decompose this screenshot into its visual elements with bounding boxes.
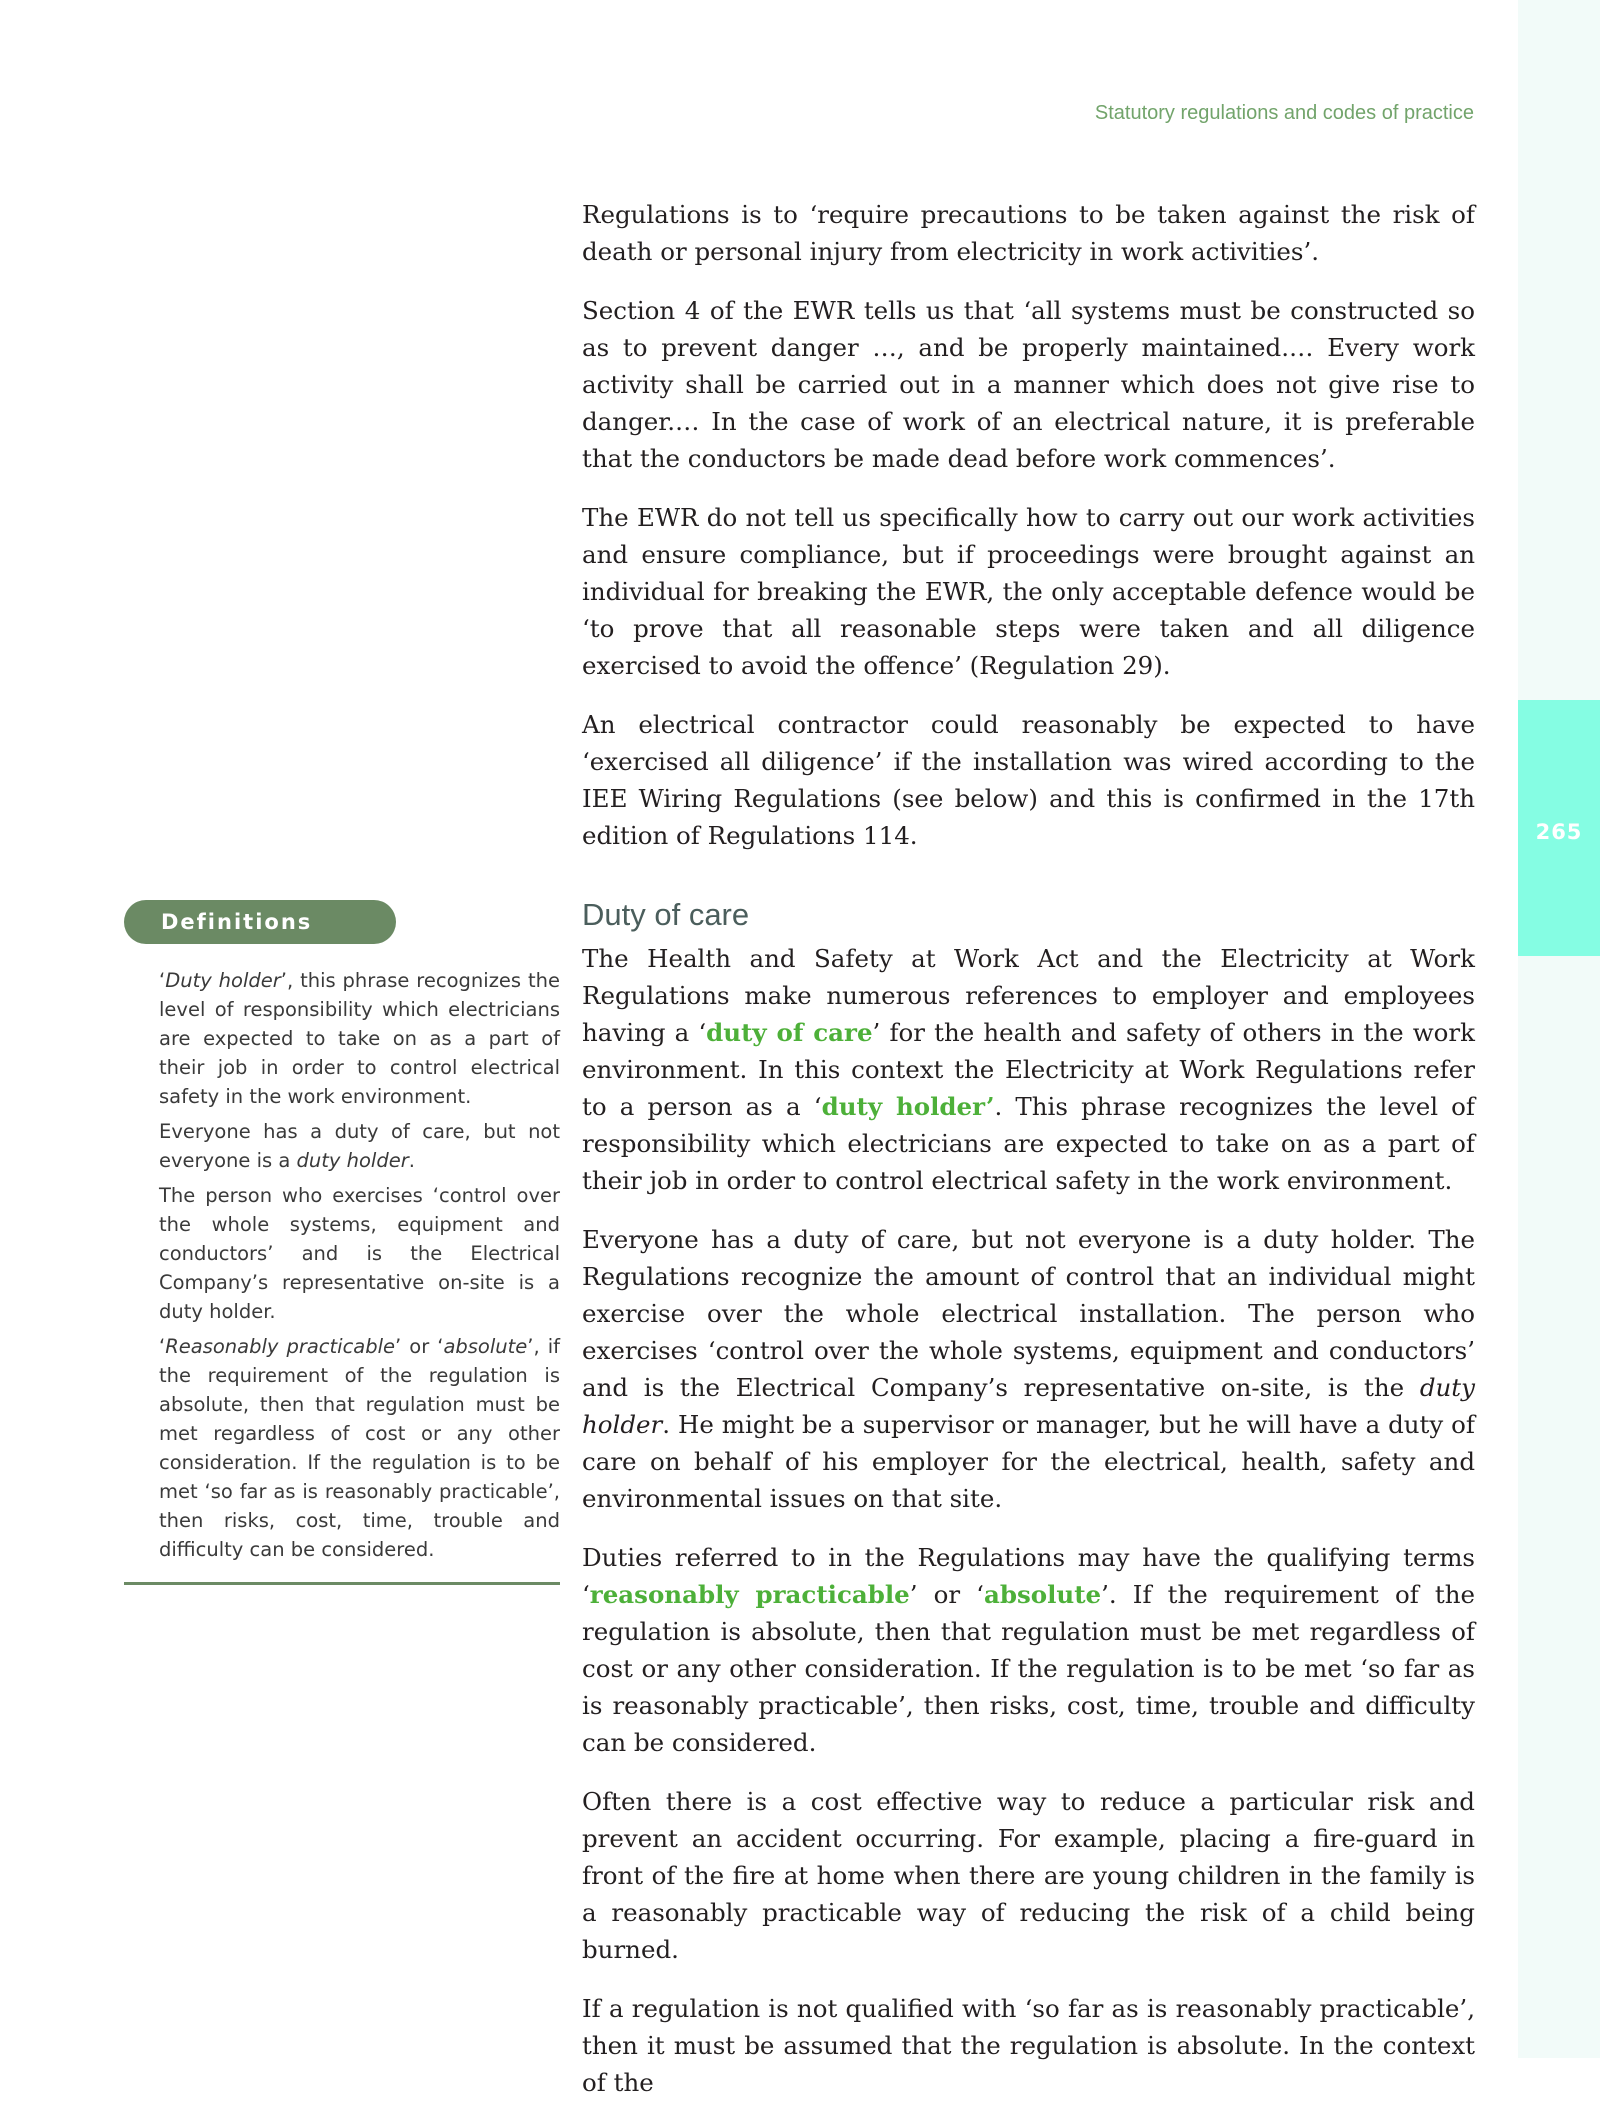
- text: Duties referred to in the Regulations may have the qualifying terms ‘: [582, 1543, 1475, 1609]
- section-heading-duty-of-care: Duty of care: [582, 897, 750, 932]
- key-term-reasonably-practicable: reasonably practicable: [589, 1580, 910, 1609]
- definitions-sidebar: [124, 900, 560, 1585]
- definitions-body: [124, 944, 560, 1564]
- text: ’ or ‘: [395, 1335, 444, 1358]
- definition-control-person: The person who exercises ‘control over the whole systems, equipment and conductors’ and is the Electrical Company’s representative on-site is a duty holder.: [159, 1184, 560, 1323]
- text: ’, this phrase recognizes the level of responsibility which electricians are expected to take on as a part of their job in order to control electrical safety in the work environment.: [159, 969, 560, 1108]
- paragraph-7: [582, 1539, 1475, 1761]
- defined-term: duty holder: [296, 1149, 409, 1172]
- page-edge-strip: [1518, 0, 1600, 2058]
- definitions-title: Definitions: [124, 900, 396, 944]
- text: The Health and Safety at Work Act and the Electricity at Work Regulations make numerous references to employer and employees having a ‘: [582, 944, 1475, 1047]
- paragraph-4: An electrical contractor could reasonably be expected to have ‘exercised all diligence’ if the installation was wired according to the IEE Wiring Regulations (see below) and this is confirmed in the 17th edition of Regulations 114.: [582, 710, 1475, 850]
- text: Everyone has a duty of care, but not everyone is a duty holder. The Regulations recognize the amount of control that an individual might exercise over the whole electrical installation. The person who exercises ‘control over the whole systems, equipment and conductors’ and is the Electrical Company’s representative on-site, is the: [582, 1225, 1475, 1402]
- text: . He might be a supervisor or manager, but he will have a duty of care on behalf of his employer for the electrical, health, safety and environmental issues on that site.: [582, 1410, 1475, 1513]
- paragraph-5: [582, 940, 1475, 1199]
- text: ’, if the requirement of the regulation is absolute, then that regulation must be met regardless of cost or any other consideration. If the regulation is to be met ‘so far as is reasonably practicable’, then risks, cost, time, trouble and difficulty can be considered.: [159, 1335, 560, 1561]
- text: ‘: [159, 1335, 166, 1358]
- main-column: [582, 196, 1475, 2123]
- paragraph-1: Regulations is to ‘require precautions to be taken against the risk of death or personal injury from electricity in work activities’.: [582, 200, 1475, 266]
- key-term-duty-of-care: duty of care: [706, 1018, 873, 1047]
- paragraph-3: The EWR do not tell us specifically how to carry out our work activities and ensure compliance, but if proceedings were brought against an individual for breaking the EWR, the only acceptable defence would be ‘to prove that all reasonable steps were taken and all diligence exercised to avoid the offence’ (Regulation 29).: [582, 503, 1475, 680]
- defined-term: Duty holder: [165, 969, 281, 992]
- paragraph-8: Often there is a cost effective way to reduce a particular risk and prevent an accident occurring. For example, placing a fire-guard in front of the fire at home when there are young children in the family is a reasonably practicable way of reducing the risk of a child being burned.: [582, 1787, 1475, 1964]
- text: ’. If the requirement of the regulation is absolute, then that regulation must be met regardless of cost or any other consideration. If the regulation is to be met ‘so far as is reasonably practicable’, then risks, cost, time, trouble and difficulty can be considered.: [582, 1580, 1475, 1757]
- paragraph-6: [582, 1221, 1475, 1517]
- defined-term: Reasonably practicable: [165, 1335, 396, 1358]
- paragraph-9: If a regulation is not qualified with ‘so far as is reasonably practicable’, then it must be assumed that the regulation is absolute. In the context of the: [582, 1994, 1475, 2097]
- text: ’ or ‘: [909, 1580, 984, 1609]
- defined-term: absolute: [443, 1335, 528, 1358]
- emphasis-duty-holder: duty holder: [582, 1373, 1475, 1439]
- running-header: Statutory regulations and codes of practice: [1094, 102, 1474, 124]
- sidebar-divider: [124, 1582, 560, 1585]
- key-term-duty-holder: duty holder’: [821, 1092, 995, 1121]
- definition-duty-holder: [159, 966, 560, 1111]
- definition-duty-of-care: [159, 1117, 560, 1175]
- text: .: [408, 1149, 415, 1172]
- text: Everyone has a duty of care, but not everyone is a: [159, 1120, 560, 1172]
- paragraph-2: Section 4 of the EWR tells us that ‘all systems must be constructed so as to prevent danger …, and be properly maintained.… Every work activity shall be carried out in a manner which does not give rise to danger.… In the case of work of an electrical nature, it is preferable that the conductors be made dead before work commences’.: [582, 296, 1475, 473]
- text: ’ for the health and safety of others in the work environment. In this context the Electricity at Work Regulations refer to a person as a ‘: [582, 1018, 1475, 1121]
- page-number: 265: [1535, 820, 1583, 844]
- text: ‘: [159, 969, 166, 992]
- text: . This phrase recognizes the level of responsibility which electricians are expected to take on as a part of their job in order to control electrical safety in the work environment.: [582, 1092, 1476, 1195]
- definition-practicable-absolute: [159, 1332, 560, 1564]
- key-term-absolute: absolute: [983, 1580, 1102, 1609]
